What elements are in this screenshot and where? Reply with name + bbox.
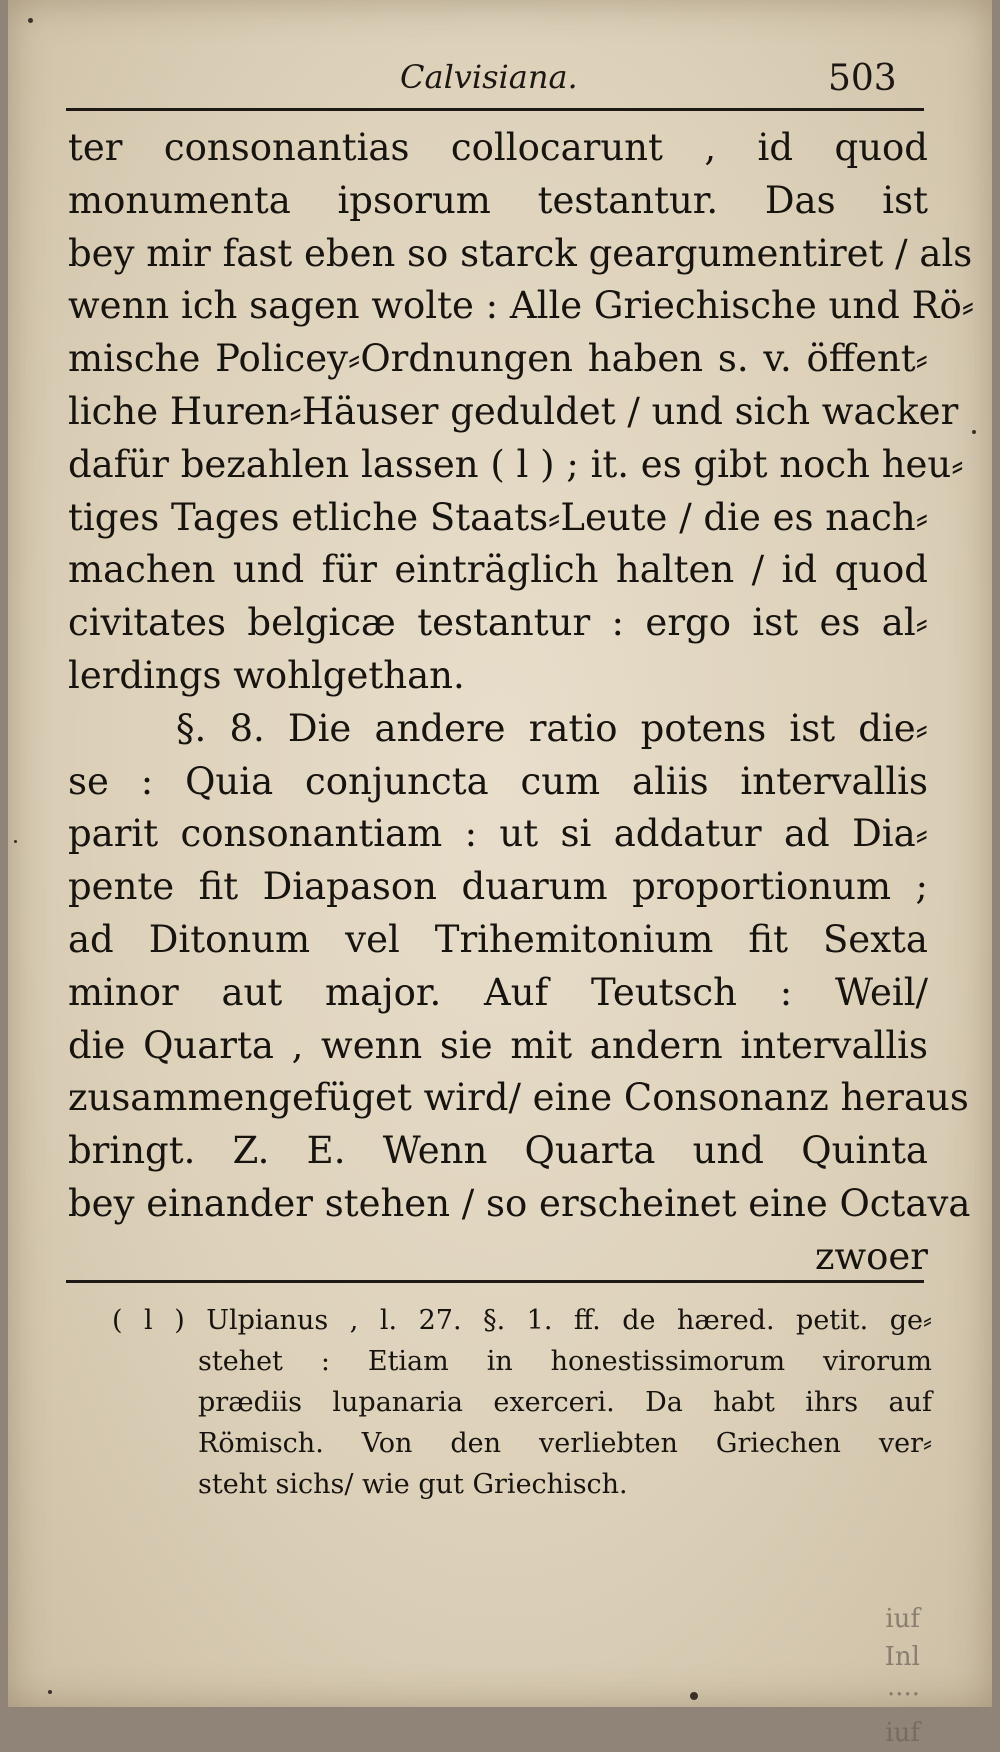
body-line: bringt. Z. E. Wenn Quarta und Quinta: [68, 1129, 928, 1173]
footnote-rule: [66, 1280, 924, 1283]
body-line: mische Policey⸗Ordnungen haben s. v. öffent⸗: [68, 337, 928, 381]
body-line: ad Ditonum vel Trihemitonium fit Sexta: [68, 917, 928, 961]
body-line: civitates belgicæ testantur : ergo ist es al⸗: [68, 601, 928, 645]
footnote-line: steht sichs/ wie gut Griechisch.: [198, 1469, 628, 1500]
body-line: tiges Tages etliche Staats⸗Leute / die es nach⸗: [68, 495, 929, 539]
bleed-through-line: Inl: [884, 1642, 920, 1672]
section-start-line: §. 8. Die andere ratio potens ist die⸗: [176, 706, 928, 750]
ink-speck: [972, 430, 976, 434]
footnote: [112, 1300, 932, 1505]
body-text: [68, 122, 975, 1284]
body-line: monumenta ipsorum testantur. Das ist: [68, 178, 928, 222]
footnote-line: prædiis lupanaria exerceri. Da habt ihrs auf: [198, 1387, 932, 1418]
book-page: [8, 0, 992, 1748]
body-line: die Quarta , wenn sie mit andern intervallis: [68, 1023, 928, 1067]
body-line: parit consonantiam : ut si addatur ad Dia⸗: [68, 812, 928, 856]
page-number: 503: [828, 58, 897, 99]
body-line: minor aut major. Auf Teutsch : Weil/: [68, 970, 928, 1014]
ink-speck: [28, 18, 33, 23]
catchword: zwoer: [814, 1234, 928, 1278]
bleed-through-line: iuf: [885, 1718, 920, 1748]
body-line: ter consonantias collocarunt , id quod: [68, 126, 928, 169]
footnote-line: stehet : Etiam in honestissimorum virorum: [198, 1346, 932, 1377]
body-line: machen und für einträglich halten / id quod: [68, 548, 928, 592]
page-header: [8, 52, 992, 102]
footnote-line: Römisch. Von den verliebten Griechen ver⸗: [198, 1428, 932, 1459]
bleed-through-line: ····: [886, 1680, 920, 1710]
footnote-line: ( l ) Ulpianus , l. 27. §. 1. ff. de hæred. petit. ge⸗: [112, 1305, 932, 1336]
body-line: wenn ich sagen wolte : Alle Griechische und Rö⸗: [68, 284, 975, 328]
body-line: bey einander stehen / so erscheinet eine Octava: [68, 1181, 971, 1225]
body-line: liche Huren⸗Häuser geduldet / und sich wacker: [68, 389, 959, 433]
running-head: Calvisiana.: [400, 58, 578, 96]
body-line: pente fit Diapason duarum proportionum ;: [68, 865, 928, 909]
ink-speck: [48, 1690, 52, 1694]
body-line: lerdings wohlgethan.: [68, 653, 465, 697]
bleed-through-line: iuf: [885, 1604, 920, 1634]
bleed-through-text: [860, 1600, 920, 1752]
header-rule: [66, 108, 924, 111]
body-line: se : Quia conjuncta cum aliis intervallis: [68, 759, 928, 803]
ink-speck: [14, 840, 17, 843]
body-line: dafür bezahlen lassen ( l ) ; it. es gibt noch heu⸗: [68, 442, 964, 486]
ink-speck: [690, 1692, 698, 1700]
body-line: bey mir fast eben so starck geargumentiret / als: [68, 231, 973, 275]
body-line: zusammengefüget wird/ eine Consonanz heraus: [68, 1076, 969, 1120]
